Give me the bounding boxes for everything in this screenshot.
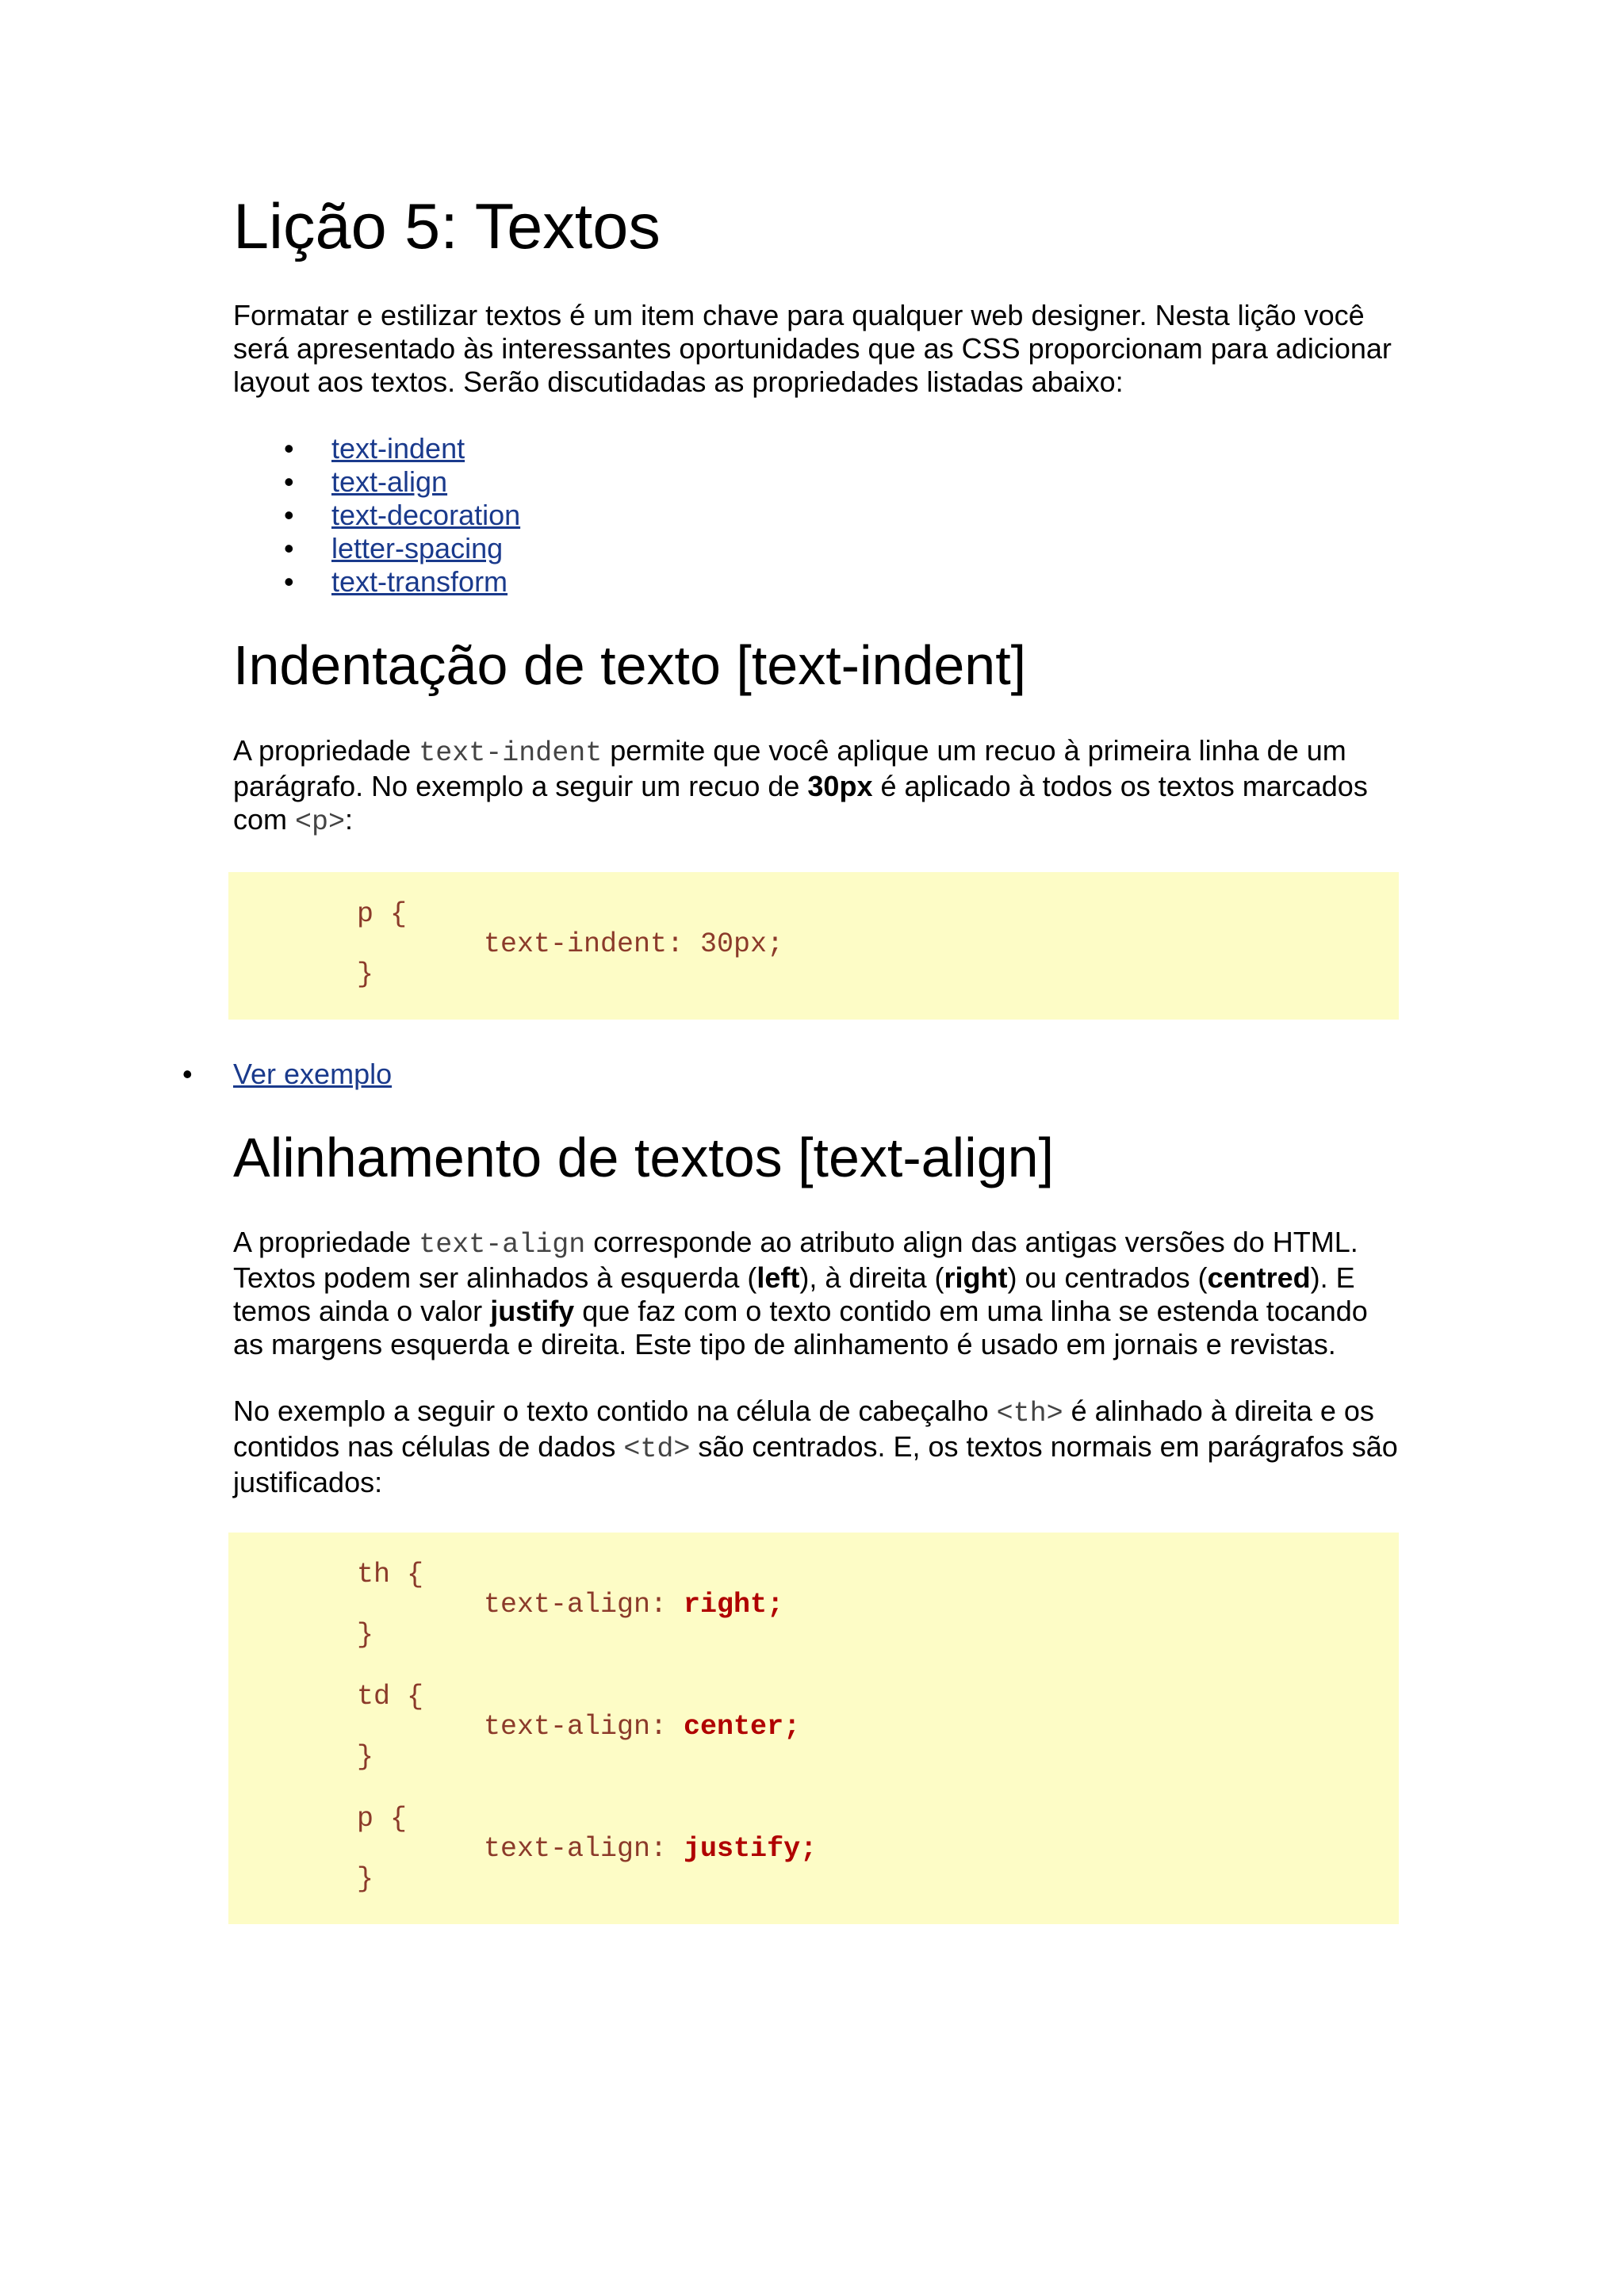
code-close: } xyxy=(357,958,374,990)
inline-code: <p> xyxy=(295,806,346,838)
code-value: justify; xyxy=(684,1833,818,1866)
bullet-icon: • xyxy=(182,1057,193,1090)
code-close: } xyxy=(357,1863,374,1896)
text-align-paragraph-1: A propriedade text-align corresponde ao atributo align das antigas versões do HTML. Textos podem ser alinhados à esquerda (left), à direita (right) ou centrados (centred). E temos ainda o valor justify que faz com o texto contido em uma linha se estenda tocando as margens esquerda e direita. Este tipo de alinhamento é usado em jornais e revistas. xyxy=(233,1226,1368,1361)
section-heading-text-indent: Indentação de texto [text-indent] xyxy=(233,634,1027,697)
code-close: } xyxy=(357,1741,374,1774)
inline-code: <td> xyxy=(623,1433,691,1466)
inline-code: text-indent xyxy=(419,737,603,769)
bullet-icon: • xyxy=(284,432,294,465)
section-heading-text-align: Alinhamento de textos [text-align] xyxy=(233,1126,1055,1188)
inline-code: <th> xyxy=(996,1398,1063,1430)
document-page xyxy=(182,190,1399,1924)
bullet-icon: • xyxy=(284,565,294,599)
text-align-paragraph-2: No exemplo a seguir o texto contido na célula de cabeçalho <th> é alinhado à direita e os contidos nas células de dados <td> são centrados. E, os textos normais em parágrafos são justificados: xyxy=(233,1395,1398,1499)
example-item xyxy=(182,1057,1399,1091)
example-link[interactable]: Ver exemplo xyxy=(233,1057,393,1090)
code-selector: p { xyxy=(357,1803,408,1835)
code-close: } xyxy=(357,1619,374,1651)
intro-paragraph: Formatar e estilizar textos é um item chave para qualquer web designer. Nesta lição você será apresentado às interessantes oportunidades que as CSS proporcionam para adicionar layout aos textos. Serão discutidadas as propriedades listadas abaixo: xyxy=(233,299,1392,399)
inline-code: text-align xyxy=(419,1229,586,1261)
property-list xyxy=(233,432,1399,599)
list-item xyxy=(233,432,1399,465)
link-letter-spacing[interactable]: letter-spacing xyxy=(331,532,504,565)
code-declaration: text-indent: 30px; xyxy=(484,928,784,960)
bullet-icon: • xyxy=(284,499,294,532)
link-text-transform[interactable]: text-transform xyxy=(331,565,508,599)
list-item xyxy=(233,499,1399,532)
text-indent-paragraph: A propriedade text-indent permite que você aplique um recuo à primeira linha de um parágrafo. No exemplo a seguir um recuo de 30px é aplicado à todos os textos marcados com <p>: xyxy=(233,733,1368,838)
code-declaration: text-align: right; xyxy=(484,1589,784,1621)
code-declaration: text-align: justify; xyxy=(484,1833,818,1866)
code-block-text-indent xyxy=(228,872,1399,1020)
code-selector: td { xyxy=(357,1681,424,1713)
list-item xyxy=(233,565,1399,599)
list-item xyxy=(233,532,1399,565)
link-text-align[interactable]: text-align xyxy=(331,465,448,499)
bullet-icon: • xyxy=(284,532,294,565)
code-value: right; xyxy=(684,1589,784,1621)
page-title: Lição 5: Textos xyxy=(233,191,661,262)
bullet-icon: • xyxy=(284,465,294,499)
code-declaration: text-align: center; xyxy=(484,1711,801,1743)
bold-value: 30px xyxy=(807,769,873,802)
code-block-text-align xyxy=(228,1533,1399,1924)
code-selector: th { xyxy=(357,1559,424,1591)
code-selector: p { xyxy=(357,897,408,930)
list-item xyxy=(233,465,1399,499)
link-text-indent[interactable]: text-indent xyxy=(331,432,465,465)
link-text-decoration[interactable]: text-decoration xyxy=(331,499,521,532)
code-value: center; xyxy=(684,1711,801,1743)
